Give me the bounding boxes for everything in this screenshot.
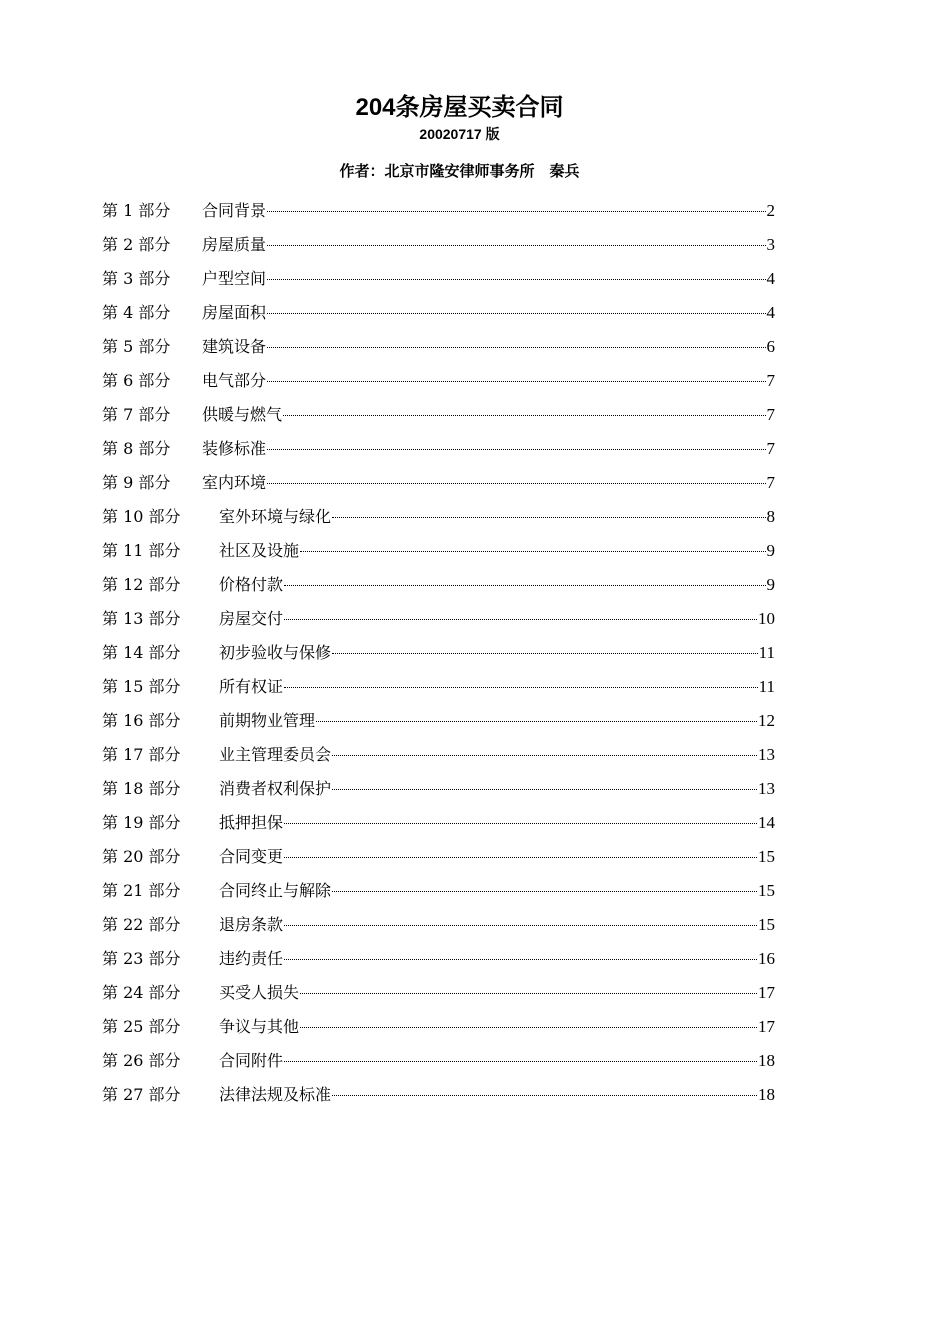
toc-part-number: 第 9 部分 [102,473,171,492]
toc-part-number: 第 12 部分 [102,575,181,594]
toc-page-number: 18 [758,1085,775,1104]
toc-page-number: 11 [758,677,775,696]
toc-part-number: 第 27 部分 [102,1085,181,1104]
toc-entry[interactable] [102,741,775,775]
toc-part-number: 第 6 部分 [102,371,171,390]
toc-part-number: 第 2 部分 [102,235,171,254]
toc-dot-leader [267,363,765,382]
toc-page-number: 7 [766,371,775,390]
toc-entry[interactable] [102,231,775,265]
toc-part-number: 第 7 部分 [102,405,171,424]
toc-entry[interactable] [102,1013,775,1047]
document-version: 20020717 版 [419,126,500,142]
toc-page-number: 17 [758,983,775,1002]
toc-page-number: 14 [758,813,775,832]
toc-entry[interactable] [102,1047,775,1081]
toc-entry[interactable] [102,775,775,809]
document-title: 204条房屋买卖合同 [355,94,564,121]
toc-entry-title: 退房条款 [219,915,284,934]
toc-page-number: 15 [758,881,775,900]
toc-entry-title: 社区及设施 [219,541,300,560]
toc-part-number: 第 3 部分 [102,269,171,288]
toc-page-number: 12 [758,711,775,730]
toc-entry[interactable] [102,707,775,741]
toc-entry-title: 争议与其他 [219,1017,300,1036]
toc-entry-title: 房屋交付 [219,609,284,628]
toc-dot-leader [284,839,757,858]
toc-dot-leader [332,499,765,518]
toc-entry-title: 户型空间 [202,269,267,288]
toc-dot-leader [267,295,765,314]
toc-entry-title: 法律法规及标准 [219,1085,332,1104]
toc-entry-title: 合同终止与解除 [219,881,332,900]
toc-entry[interactable] [102,435,775,469]
toc-entry-title: 室内环境 [202,473,267,492]
toc-page-number: 4 [766,303,775,322]
toc-dot-leader [332,1077,757,1096]
toc-entry-title: 所有权证 [219,677,284,696]
toc-dot-leader [316,703,757,722]
toc-part-number: 第 15 部分 [102,677,181,696]
toc-part-number: 第 22 部分 [102,915,181,934]
toc-entry[interactable] [102,809,775,843]
toc-page-number: 7 [766,473,775,492]
toc-entry[interactable] [102,639,775,673]
toc-part-number: 第 4 部分 [102,303,171,322]
toc-dot-leader [332,873,757,892]
toc-page-number: 15 [758,847,775,866]
toc-part-number: 第 25 部分 [102,1017,181,1036]
toc-entry[interactable] [102,945,775,979]
toc-entry[interactable] [102,299,775,333]
toc-part-number: 第 5 部分 [102,337,171,356]
toc-entry[interactable] [102,469,775,503]
toc-part-number: 第 16 部分 [102,711,181,730]
toc-entry[interactable] [102,503,775,537]
toc-page-number: 13 [758,779,775,798]
toc-dot-leader [267,329,765,348]
toc-page-number: 9 [766,541,775,560]
toc-dot-leader [267,431,765,450]
toc-page-number: 2 [766,201,775,220]
toc-page-number: 15 [758,915,775,934]
toc-dot-leader [267,261,765,280]
toc-page-number: 16 [758,949,775,968]
toc-part-number: 第 10 部分 [102,507,181,526]
toc-dot-leader [267,227,765,246]
toc-page-number: 11 [758,643,775,662]
toc-part-number: 第 1 部分 [102,201,171,220]
document-author: 作者：北京市隆安律师事务所 秦兵 [339,163,580,180]
toc-part-number: 第 23 部分 [102,949,181,968]
toc-entry-title: 业主管理委员会 [219,745,332,764]
toc-part-number: 第 21 部分 [102,881,181,900]
toc-page-number: 3 [766,235,775,254]
toc-page-number: 17 [758,1017,775,1036]
toc-entry[interactable] [102,265,775,299]
toc-entry-title: 合同背景 [202,201,267,220]
toc-dot-leader [283,397,765,416]
toc-page-number: 8 [766,507,775,526]
toc-entry[interactable] [102,843,775,877]
toc-part-number: 第 13 部分 [102,609,181,628]
toc-page-number: 4 [766,269,775,288]
toc-entry-title: 供暖与燃气 [202,405,283,424]
toc-dot-leader [300,1009,757,1028]
toc-entry-title: 违约责任 [219,949,284,968]
toc-dot-leader [300,975,757,994]
table-of-contents [102,197,775,1115]
toc-entry[interactable] [102,333,775,367]
toc-entry-title: 建筑设备 [202,337,267,356]
toc-entry-title: 电气部分 [202,371,267,390]
toc-entry-title: 买受人损失 [219,983,300,1002]
toc-entry[interactable] [102,911,775,945]
toc-entry[interactable] [102,401,775,435]
toc-part-number: 第 18 部分 [102,779,181,798]
toc-entry-title: 合同变更 [219,847,284,866]
toc-dot-leader [284,907,757,926]
toc-part-number: 第 19 部分 [102,813,181,832]
toc-dot-leader [284,567,765,586]
toc-dot-leader [332,635,758,654]
toc-dot-leader [267,465,765,484]
toc-part-number: 第 24 部分 [102,983,181,1002]
toc-entry-title: 消费者权利保护 [219,779,332,798]
toc-page-number: 7 [766,439,775,458]
toc-part-number: 第 11 部分 [102,541,181,560]
toc-entry[interactable] [102,605,775,639]
toc-page-number: 6 [766,337,775,356]
toc-dot-leader [332,737,757,756]
toc-page-number: 18 [758,1051,775,1070]
toc-dot-leader [284,601,757,620]
toc-entry-title: 初步验收与保修 [219,643,332,662]
toc-entry[interactable] [102,877,775,911]
toc-entry[interactable] [102,367,775,401]
toc-dot-leader [332,771,757,790]
toc-part-number: 第 17 部分 [102,745,181,764]
toc-part-number: 第 14 部分 [102,643,181,662]
toc-page-number: 10 [758,609,775,628]
toc-entry[interactable] [102,537,775,571]
toc-dot-leader [284,669,758,688]
toc-entry-title: 合同附件 [219,1051,284,1070]
toc-part-number: 第 8 部分 [102,439,171,458]
toc-entry[interactable] [102,1081,775,1115]
toc-entry-title: 房屋面积 [202,303,267,322]
toc-entry[interactable] [102,571,775,605]
toc-page-number: 13 [758,745,775,764]
toc-entry-title: 前期物业管理 [219,711,316,730]
toc-entry[interactable] [102,979,775,1013]
toc-entry-title: 装修标准 [202,439,267,458]
toc-dot-leader [284,1043,757,1062]
toc-entry-title: 价格付款 [219,575,284,594]
toc-dot-leader [284,805,757,824]
toc-entry[interactable] [102,673,775,707]
toc-entry-title: 房屋质量 [202,235,267,254]
toc-dot-leader [284,941,757,960]
toc-part-number: 第 26 部分 [102,1051,181,1070]
toc-page-number: 7 [766,405,775,424]
toc-entry-title: 室外环境与绿化 [219,507,332,526]
toc-page-number: 9 [766,575,775,594]
toc-entry[interactable] [102,197,775,231]
toc-dot-leader [300,533,765,552]
toc-dot-leader [267,193,765,212]
toc-entry-title: 抵押担保 [219,813,284,832]
toc-part-number: 第 20 部分 [102,847,181,866]
